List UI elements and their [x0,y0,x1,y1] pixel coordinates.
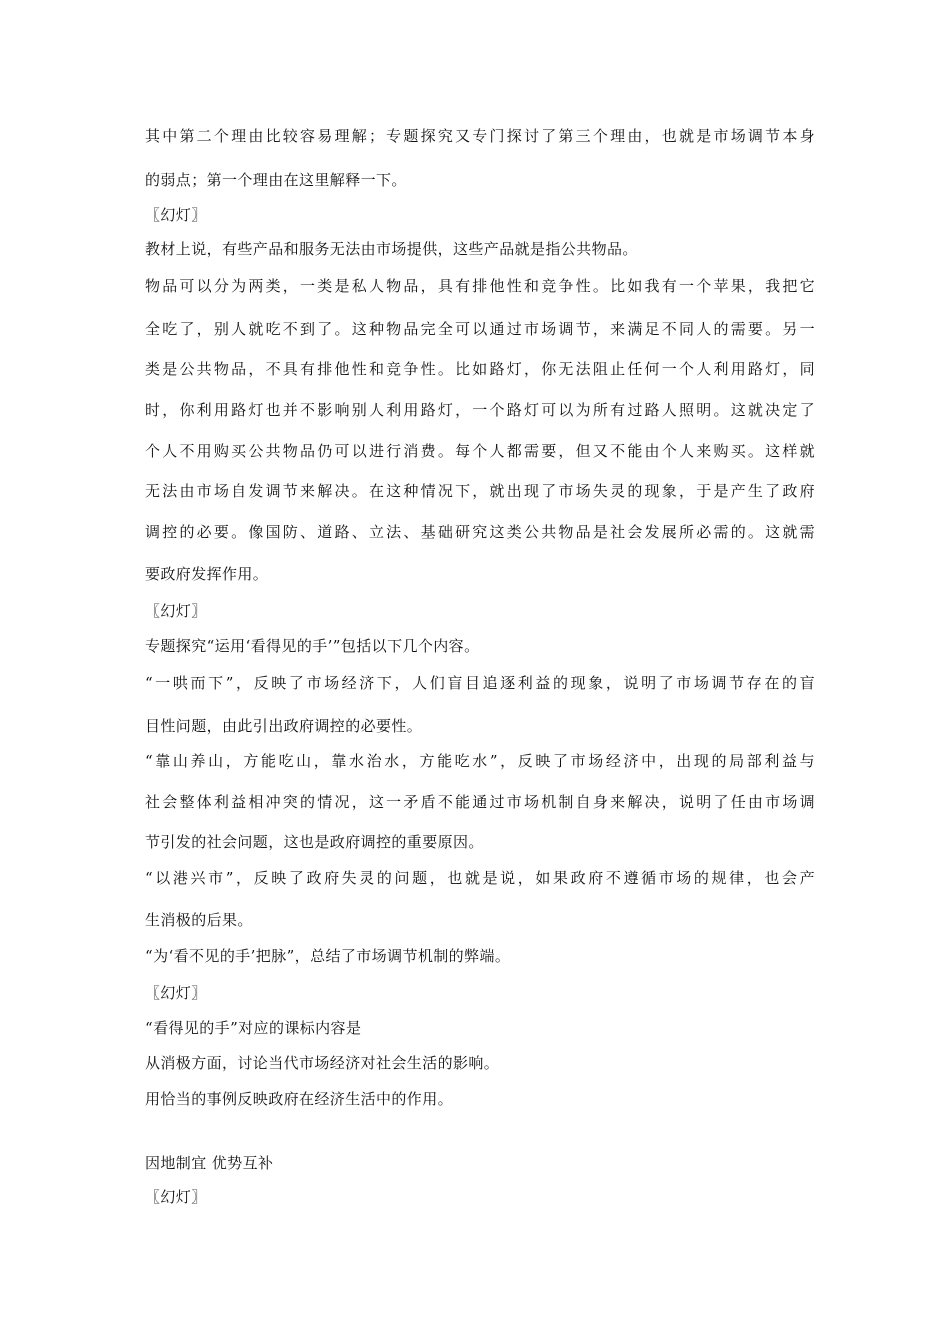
paragraph-line: “为‘看不见的手’把脉”，总结了市场调节机制的弊端。 [145,947,511,965]
paragraph-line: 生消极的后果。 [145,911,253,929]
section-heading: 因地制宜 优势互补 [145,1154,274,1172]
paragraph-line: 目性问题，由此引出政府调控的必要性。 [145,717,423,735]
paragraph-line: 类是公共物品，不具有排他性和竞争性。比如路灯，你无法阻止任何一个人利用路灯，同 [145,360,815,378]
paragraph-line: 个人不用购买公共物品仍可以进行消费。每个人都需要，但又不能由个人来购买。这样就 [145,442,815,460]
paragraph-line: 物品可以分为两类，一类是私人物品，具有排他性和竞争性。比如我有一个苹果，我把它 [145,277,815,295]
paragraph-line: “看得见的手”对应的课标内容是 [145,1019,362,1037]
paragraph-line: “一哄而下”，反映了市场经济下，人们盲目追逐利益的现象，说明了市场调节存在的盲 [145,674,815,692]
paragraph-line: 社会整体利益相冲突的情况，这一矛盾不能通过市场机制自身来解决，说明了任由市场调 [145,793,815,811]
paragraph-line: 用恰当的事例反映政府在经济生活中的作用。 [145,1090,454,1108]
slide-marker: 〖幻灯〗 [145,602,207,620]
paragraph-line: 全吃了，别人就吃不到了。这种物品完全可以通过市场调节，来满足不同人的需要。另一 [145,320,815,338]
paragraph-line: 无法由市场自发调节来解决。在这种情况下，就出现了市场失灵的现象，于是产生了政府 [145,482,815,500]
paragraph-line: 教材上说，有些产品和服务无法由市场提供，这些产品就是指公共物品。 [145,240,638,258]
paragraph-line: 节引发的社会问题，这也是政府调控的重要原因。 [145,833,484,851]
paragraph-line: “以港兴市”，反映了政府失灵的问题，也就是说，如果政府不遵循市场的规律，也会产 [145,869,815,887]
paragraph-line: 专题探究“运用‘看得见的手’”包括以下几个内容。 [145,637,480,655]
slide-marker: 〖幻灯〗 [145,206,207,224]
paragraph-line: 其中第二个理由比较容易理解；专题探究又专门探讨了第三个理由，也就是市场调节本身 [145,127,815,145]
paragraph-line: 要政府发挥作用。 [145,565,269,583]
slide-marker: 〖幻灯〗 [145,1188,207,1206]
paragraph-line: 调控的必要。像国防、道路、立法、基础研究这类公共物品是社会发展所必需的。这就需 [145,523,815,541]
paragraph-line: 时，你利用路灯也并不影响别人利用路灯，一个路灯可以为所有过路人照明。这就决定了 [145,401,815,419]
slide-marker: 〖幻灯〗 [145,984,207,1002]
paragraph-line: “靠山养山，方能吃山，靠水治水，方能吃水”，反映了市场经济中，出现的局部利益与 [145,752,815,770]
paragraph-line: 的弱点；第一个理由在这里解释一下。 [145,171,407,189]
paragraph-line: 从消极方面，讨论当代市场经济对社会生活的影响。 [145,1054,500,1072]
